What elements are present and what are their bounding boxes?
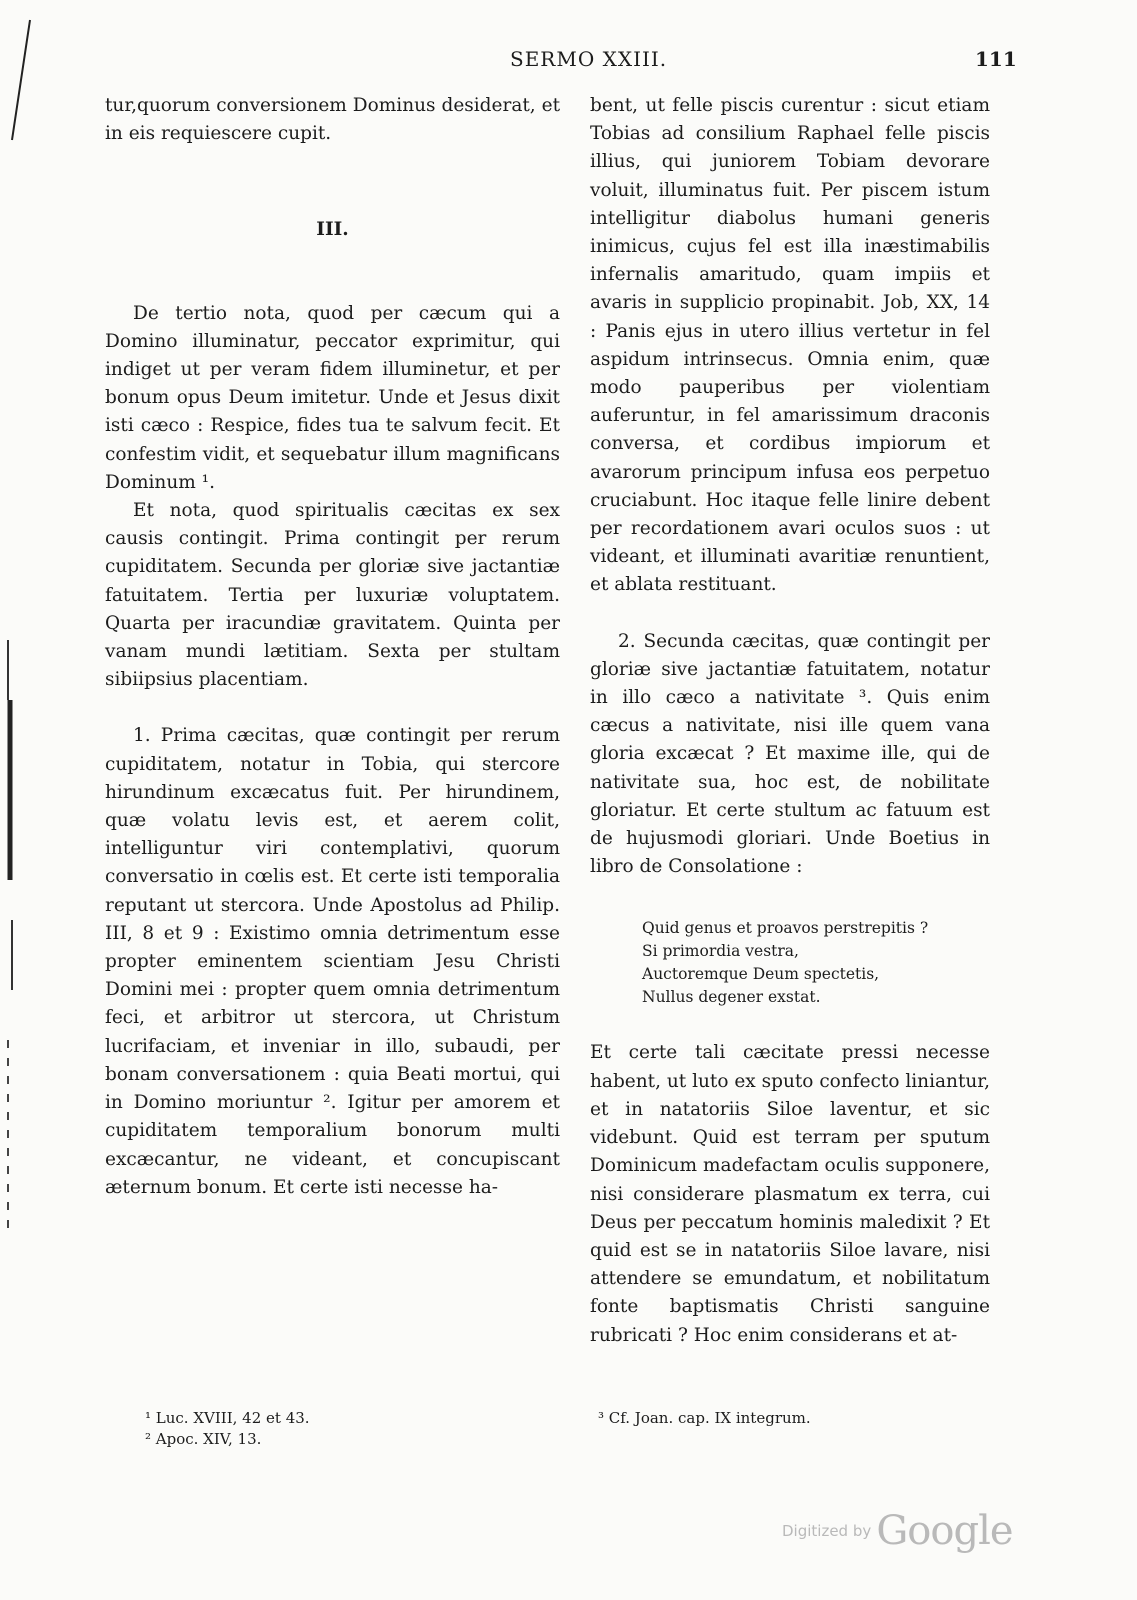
paragraph: De tertio nota, quod per cæcum qui a Domino illuminatur, peccator exprimitur, qui indiget ut per veram fidem illuminetur, et per bonum opus Deum imitetur. Unde et Jesus dixit isti cæco : Respice, fides tua te salvum fecit. Et confestim vidit, et sequebatur illum magnificans Dominum ¹. (105, 302, 560, 493)
paragraph: Et certe tali cæcitate pressi necesse habent, ut luto ex sputo confecto liniantur, et in natatoriis Siloe laventur, et sic videbunt. Quid est terram per sputum Dominicum madefactam oculis supponere, nisi considerare plasmatum ex terra, cui Deus per peccatum hominis maledixit ? Et quid est se in natatoriis Siloe lavare, nisi attendere se emundatum, et nobilitatum fonte baptismatis Christi sanguine rubricati ? Hoc enim considerans et at- (590, 1042, 990, 1346)
footnotes-left (145, 1408, 310, 1450)
scan-margin-marks (0, 0, 40, 1300)
paragraph: 2. Secunda cæcitas, quæ contingit per gloriæ sive jactantiæ fatuitatem, notatur in illo cæco a nativitate ³. Quis enim cæcus a nativitate, nisi ille quem vana gloria excæcat ? Et maxime ille, qui de nativitate sua, hoc est, de nobilitate gloriatur. Et certe stultum ac fatuum est de hujusmodi gloriari. Unde Boetius in libro de Consolatione : (590, 630, 990, 878)
running-title: SERMO XXIII. (510, 47, 668, 71)
section-heading: III. (316, 219, 349, 241)
verse-line: Quid genus et proavos perstrepitis ? (642, 919, 929, 938)
continuation-paragraph: tur,quorum conversionem Dominus desiderat, et in eis requiescere cupit. (105, 95, 560, 145)
watermark-prefix: Digitized by (782, 1522, 872, 1540)
paragraph: 1. Prima cæcitas, quæ contingit per rerum cupiditatem, notatur in Tobia, qui stercore hirundinum excæcatus fuit. Per hirundinem, quæ volatu levis est, et aerem colit, intelliguntur viri contemplativi, quorum conversatio in cœlis est. Et certe isti temporalia reputant ut stercora. Unde Apostolus ad Philip. III, 8 et 9 : Existimo omnia detrimentum esse propter eminentem scientiam Jesu Christi Domini mei : propter quem omnia detrimentum feci, et arbitror ut stercora, ut Christum lucrifaciam, et inveniar in illo, subaudi, per bonam conversationem : quia Beati mortui, qui in Domino moriuntur ². Igitur per amorem et cupiditatem temporalium bonorum multi excæcantur, ne videant, et concupiscant æternum bonum. Et certe isti necesse ha- (105, 725, 560, 1198)
digitization-watermark (782, 1508, 1013, 1554)
left-column (105, 92, 560, 1202)
google-logo: Google (876, 1508, 1013, 1554)
verse-line: Si primordia vestra, (642, 942, 799, 961)
verse-line: Auctoremque Deum spectetis, (642, 965, 880, 984)
paragraph: Et nota, quod spiritualis cæcitas ex sex causis contingit. Prima contingit per rerum cupiditatem. Secunda per gloriæ sive jactantiæ fatuitatem. Tertia per luxuriæ voluptatem. Quarta per iracundiæ gravitatem. Quinta per vanam mundi lætitiam. Sexta per stultam sibiipsius placentiam. (105, 500, 560, 691)
verse-quote (642, 881, 990, 1039)
footnote: ² Apoc. XIV, 13. (145, 1430, 262, 1448)
paragraph: bent, ut felle piscis curentur : sicut etiam Tobias ad consilium Raphael felle piscis illius, qui juniorem Tobiam devorare voluit, illuminatus fuit. Per piscem istum intelligitur diabolus humani generis inimicus, cujus fel est illa inæstimabilis infernalis amaritudo, quam impiis et avaris in supplicio propinabit. Job, XX, 14 : Panis ejus in utero illius vertetur in fel aspidum intrinsecus. Omnia enim, quæ modo pauperibus per violentiam auferuntur, in fel amarissimum draconis conversa, et cordibus impiorum et avarorum principum infusa eos perpetuo cruciabunt. Hoc itaque felle linire debent per recordationem avari oculos suos : ut videant, et illuminati avaritiæ renuntient, et ablata restituant. (590, 95, 990, 596)
right-column (590, 92, 990, 1350)
page-number: 111 (975, 47, 1017, 71)
footnote: ¹ Luc. XVIII, 42 et 43. (145, 1409, 310, 1427)
verse-line: Nullus degener exstat. (642, 988, 821, 1007)
footnotes-right (598, 1408, 811, 1429)
footnote: ³ Cf. Joan. cap. IX integrum. (598, 1409, 811, 1427)
